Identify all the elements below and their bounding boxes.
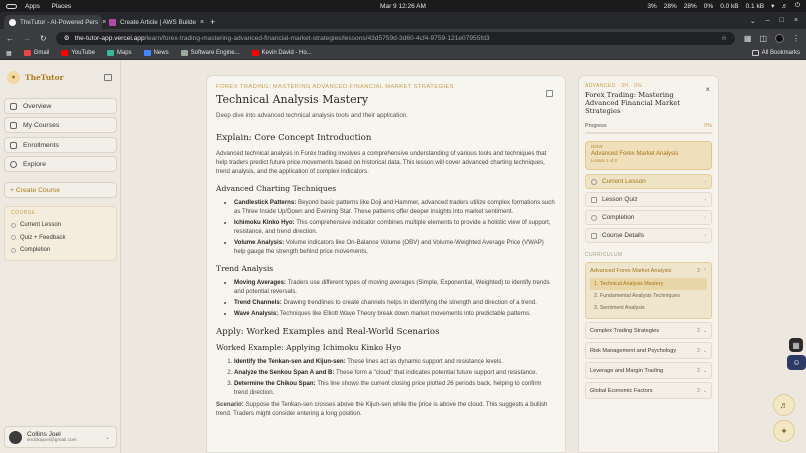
section-heading-explain: Explain: Core Concept Introduction: [216, 133, 372, 143]
avatar: [9, 431, 22, 444]
lesson-link-current[interactable]: 1. Technical Analysis Mastery: [590, 278, 707, 290]
module-item[interactable]: [585, 382, 712, 399]
check-icon: [11, 248, 16, 253]
user-menu[interactable]: [4, 426, 117, 448]
audio-narration-button[interactable]: ♬: [773, 394, 795, 416]
extensions-icon[interactable]: ▦: [743, 33, 752, 43]
sidebar-item-label: Enrollments: [23, 141, 59, 149]
url-path: /learn/forex-trading-mastering-advanced-financial-market-strategies/lessons/43d5759d-3d60-4cf4-9759-121e07955fd3: [144, 34, 490, 42]
create-course-label: + Create Course: [10, 186, 61, 194]
book-icon: [10, 122, 17, 129]
subsection-heading-example: Worked Example: Applying Ichimoku Kinko Hyo: [216, 343, 402, 352]
definition: These form a "cloud" that indicates potential future support and resistance.: [334, 369, 538, 376]
list-item: [234, 298, 556, 307]
sidebar-item-label: My Courses: [23, 121, 60, 129]
step-lesson-quiz[interactable]: [585, 192, 712, 207]
definition: Techniques like Elliott Wave Theory break down market movements into predictable patterns.: [278, 310, 531, 317]
close-icon[interactable]: ×: [705, 85, 710, 94]
maps-icon: [107, 50, 114, 56]
list-item: [234, 238, 556, 256]
tab-title: Create Article | AWS Builde: [120, 18, 196, 26]
module-count: 3: [697, 387, 700, 394]
folder-icon: [752, 50, 759, 56]
play-icon: [591, 179, 597, 185]
os-menu-places[interactable]: Places: [51, 2, 72, 10]
chevron-right-icon: ›: [704, 232, 706, 239]
quiz-icon: [591, 197, 597, 203]
step-label: Completion: [602, 214, 635, 221]
tray-swap: 28%: [683, 2, 697, 10]
trend-list: [234, 278, 556, 318]
close-window-icon[interactable]: ×: [793, 17, 798, 24]
bookmark-star-icon[interactable]: ☆: [720, 35, 727, 42]
back-icon[interactable]: ←: [6, 33, 14, 43]
example-steps: [234, 357, 556, 397]
maximize-icon[interactable]: □: [779, 17, 784, 24]
module-name: Global Economic Factors: [590, 387, 653, 394]
sidebar-item-overview[interactable]: [4, 98, 117, 114]
collapse-sidebar-icon[interactable]: [104, 74, 112, 81]
term: Volume Analysis:: [234, 239, 285, 246]
list-item: [234, 368, 556, 377]
tab-favicon-icon: [109, 19, 116, 26]
wifi-icon[interactable]: ▾: [771, 3, 775, 10]
youtube-icon: [61, 50, 68, 56]
browser-toolbar: [0, 29, 806, 47]
tab-close-icon[interactable]: ×: [102, 18, 107, 26]
reload-icon[interactable]: ↻: [40, 33, 47, 43]
tray-net-down: 0.1 kB: [745, 2, 765, 10]
definition: Beyond basic patterns like Doji and Hammer, advanced traders utilize complex formations such as Three Inside Up/Down and Evening Star. These patterns offer deeper insights into market sentiment.: [234, 199, 555, 215]
bookmark-youtube[interactable]: [61, 50, 95, 56]
extension-grid-icon[interactable]: ▦: [789, 338, 803, 352]
curriculum-label: CURRICULUM: [585, 252, 623, 258]
youtube-icon: [252, 50, 259, 56]
lesson-link[interactable]: 2. Fundamental Analysis Techniques: [594, 293, 680, 299]
os-top-bar: [0, 0, 806, 12]
module-count: 3: [697, 367, 700, 374]
step-current-lesson[interactable]: [585, 174, 712, 189]
window-controls: [750, 17, 806, 29]
chevron-down-icon: ⌄: [702, 347, 707, 354]
quiz-icon: [11, 235, 16, 240]
sidebar-item-my-courses[interactable]: [4, 117, 117, 133]
tab-favicon-icon: [9, 19, 16, 26]
chevron-down-icon: ⌄: [104, 434, 110, 441]
module-name: Leverage and Margin Trading: [590, 367, 664, 374]
bookmark-software[interactable]: [181, 50, 240, 56]
now-label: NOW: [591, 145, 603, 150]
logo-icon: ●: [7, 71, 20, 84]
bookmark-label: YouTube: [71, 50, 95, 56]
gmail-icon: [24, 50, 31, 56]
now-card[interactable]: [585, 141, 712, 170]
definition: These lines act as dynamic support and resistance levels.: [345, 358, 504, 365]
compass-icon: [10, 161, 17, 168]
charting-list: [234, 198, 556, 256]
course-meta: ADVANCED · 3H · 0%: [585, 83, 643, 89]
step-completion[interactable]: [585, 210, 712, 225]
lesson-content: [206, 75, 566, 453]
module-name: Complex Trading Strategies: [590, 327, 660, 334]
subsection-heading-trend: Trend Analysis: [216, 264, 274, 273]
intro-paragraph: Advanced technical analysis in Forex trading involves a comprehensive understanding of various tools and techniques that help traders predict future price movements based on historical data. This lesson will cover advanced charting techniques, trend analysis, and the application of complex indicators.: [216, 150, 547, 175]
term: Moving Averages:: [234, 279, 287, 286]
tab-title: TheTutor - AI-Powered Pers: [20, 18, 99, 26]
course-item-quiz[interactable]: [11, 232, 110, 245]
list-item: [234, 198, 556, 216]
scenario-label: Scenario:: [216, 401, 244, 408]
definition: Drawing trendlines to create channels helps in identifying the strength and direction of a trend.: [281, 299, 537, 306]
course-nav-box: [4, 206, 117, 261]
chevron-right-icon: ›: [704, 214, 706, 221]
course-item-label: Current Lesson: [20, 222, 62, 229]
chevron-down-icon: ⌄: [702, 387, 707, 394]
course-item-completion[interactable]: [11, 244, 110, 257]
scenario-paragraph: [216, 400, 556, 418]
bookmark-gmail[interactable]: [24, 50, 50, 56]
forward-icon[interactable]: →: [23, 33, 31, 43]
tab-close-icon[interactable]: ×: [199, 18, 205, 26]
section-heading-apply: Apply: Worked Examples and Real-World Scenarios: [216, 327, 440, 337]
tray-cpu: 3%: [647, 2, 657, 10]
chevron-right-icon: ›: [704, 178, 706, 185]
tab-search-icon[interactable]: ⌄: [749, 18, 756, 25]
user-name: Collins Joel: [27, 431, 61, 438]
layers-icon: [10, 142, 17, 149]
book-icon: [11, 223, 16, 228]
url-host: the-tutor-app.vercel.app: [74, 34, 145, 42]
progress-label: Progress: [585, 123, 607, 129]
sidebar-item-explore[interactable]: [4, 156, 117, 172]
bookmark-label: All Bookmarks: [761, 50, 800, 56]
chevron-right-icon: ›: [704, 196, 706, 203]
progress-row: [585, 123, 712, 129]
module-item[interactable]: [585, 342, 712, 359]
power-icon[interactable]: ⏻: [794, 2, 800, 9]
brand-logo[interactable]: [7, 71, 64, 84]
page-title: Technical Analysis Mastery: [216, 93, 369, 106]
course-panel: [578, 75, 719, 453]
browser-tab-strip: [0, 12, 806, 29]
list-item: [234, 309, 556, 318]
sidebar-item-label: Overview: [23, 102, 52, 110]
site-info-icon[interactable]: ⚙: [63, 35, 70, 42]
new-tab-icon[interactable]: +: [210, 17, 216, 27]
scenario-text: Suppose the Tenkan-sen crosses above the Kijun-sen while the price is above the cloud. This suggests a bullish trend. Traders might consider entering a long position.: [216, 401, 548, 417]
definition: This line shows the current closing price plotted 26 periods back, helping to confirm trend direction.: [234, 380, 542, 396]
brand-name: TheTutor: [25, 73, 64, 82]
module-item[interactable]: [585, 322, 712, 339]
list-item: [234, 379, 556, 397]
profile-avatar[interactable]: [775, 34, 784, 43]
lesson-link[interactable]: 3. Sentiment Analysis: [594, 305, 645, 311]
lesson-subtitle: Deep dive into advanced technical analysis tools and their application.: [216, 112, 408, 119]
term: Wave Analysis:: [234, 310, 279, 317]
browser-tab-active[interactable]: [4, 15, 107, 29]
tray-mem: 28%: [663, 2, 677, 10]
module-item: [585, 262, 712, 319]
course-section-label: COURSE: [11, 210, 36, 216]
news-icon: [144, 50, 151, 56]
bookmark-maps[interactable]: [107, 50, 132, 56]
chevron-down-icon: ⌄: [702, 327, 707, 334]
assistant-bot-icon[interactable]: ☺: [787, 355, 806, 370]
module-count: 3: [697, 327, 700, 334]
ai-sparkle-button[interactable]: ✦: [773, 420, 795, 442]
browser-tab[interactable]: [104, 15, 205, 29]
sidebar-item-label: Explore: [23, 160, 47, 168]
document-icon: [591, 233, 597, 239]
term: Candlestick Patterns:: [234, 199, 297, 206]
course-item-label: Completion: [20, 247, 51, 254]
term: Ichimoku Kinko Hyo:: [234, 219, 295, 226]
bookmark-icon[interactable]: [546, 90, 553, 97]
bookmark-label: Gmail: [33, 50, 50, 56]
minimize-icon[interactable]: –: [765, 17, 770, 24]
chevron-down-icon: ⌄: [702, 367, 707, 374]
definition: Traders use different types of moving averages (Simple, Exponential, Weighted) to identify trends and potential reversals.: [234, 279, 550, 295]
term: Analyze the Senkou Span A and B:: [234, 369, 335, 376]
step-label: Lesson Quiz: [602, 196, 638, 203]
list-item: [234, 278, 556, 296]
now-subtitle: Lesson 1 of 3: [591, 158, 617, 163]
menu-kebab-icon[interactable]: ⋮: [792, 33, 800, 43]
step-label: Course Details: [602, 232, 644, 239]
bookmark-label: Kevin David - Ho...: [261, 50, 312, 56]
chart-icon: [181, 50, 188, 56]
term: Determine the Chikou Span:: [234, 380, 316, 387]
definition: Volume indicators like On-Balance Volume (OBV) and Volume-Weighted Average Price (VWAP) help gauge the strength behind price movements.: [234, 239, 544, 255]
list-item: [234, 218, 556, 236]
breadcrumb[interactable]: FOREX TRADING: MASTERING ADVANCED FINANCIAL MARKET STRATEGIES: [216, 84, 454, 90]
bookmark-label: News: [153, 50, 169, 56]
check-circle-icon: [591, 215, 597, 221]
list-item: [234, 357, 556, 366]
tray-disk: 0%: [703, 2, 714, 10]
course-title: Forex Trading: Mastering Advanced Financial Market Strategies: [585, 91, 681, 115]
bookmark-news[interactable]: [144, 50, 169, 56]
module-count: 3: [697, 267, 700, 274]
step-course-details[interactable]: [585, 228, 712, 243]
volume-icon[interactable]: ♬: [781, 2, 788, 10]
os-menu-apps[interactable]: Apps: [25, 2, 40, 10]
course-item-current-lesson[interactable]: [11, 219, 110, 232]
module-name: Risk Management and Psychology: [590, 347, 677, 354]
subsection-heading-charting: Advanced Charting Techniques: [216, 184, 337, 193]
user-email: tindokajoel@gmail.com: [27, 438, 77, 443]
module-header[interactable]: [590, 263, 707, 278]
create-course-button[interactable]: [4, 182, 117, 198]
bookmark-label: Maps: [116, 50, 132, 56]
os-clock[interactable]: Mar 9 12:26 AM: [380, 3, 426, 10]
grid-icon: [10, 103, 17, 110]
definition: This comprehensive indicator combines multiple elements to provide a holistic view of support, resistance, and trend direction.: [234, 219, 551, 235]
sidebar: [0, 60, 121, 453]
chevron-up-icon: ⌃: [702, 267, 707, 274]
module-count: 3: [697, 347, 700, 354]
step-label: Current Lesson: [602, 178, 646, 185]
sidebar-item-enrollments[interactable]: [4, 137, 117, 153]
tray-net-up: 0.0 kB: [720, 2, 739, 10]
bookmark-kevin[interactable]: [252, 50, 312, 56]
module-item[interactable]: [585, 362, 712, 379]
now-title: Advanced Forex Market Analysis: [591, 151, 679, 157]
term: Identify the Tenkan-sen and Kijun-sen:: [234, 358, 346, 365]
module-name: Advanced Forex Market Analysis: [590, 267, 672, 274]
bookmark-label: Software Engine...: [190, 50, 240, 56]
bookmarks-bar: [0, 47, 806, 60]
sidepanel-icon[interactable]: ◫: [759, 33, 767, 43]
progress-bar: [585, 132, 712, 134]
term: Trend Channels:: [234, 299, 282, 306]
course-item-label: Quiz + Feedback: [20, 234, 66, 241]
address-bar[interactable]: [56, 32, 735, 45]
apps-grid-icon[interactable]: ▦: [6, 50, 12, 57]
progress-percent: 0%: [704, 123, 712, 129]
all-bookmarks[interactable]: [752, 50, 800, 56]
